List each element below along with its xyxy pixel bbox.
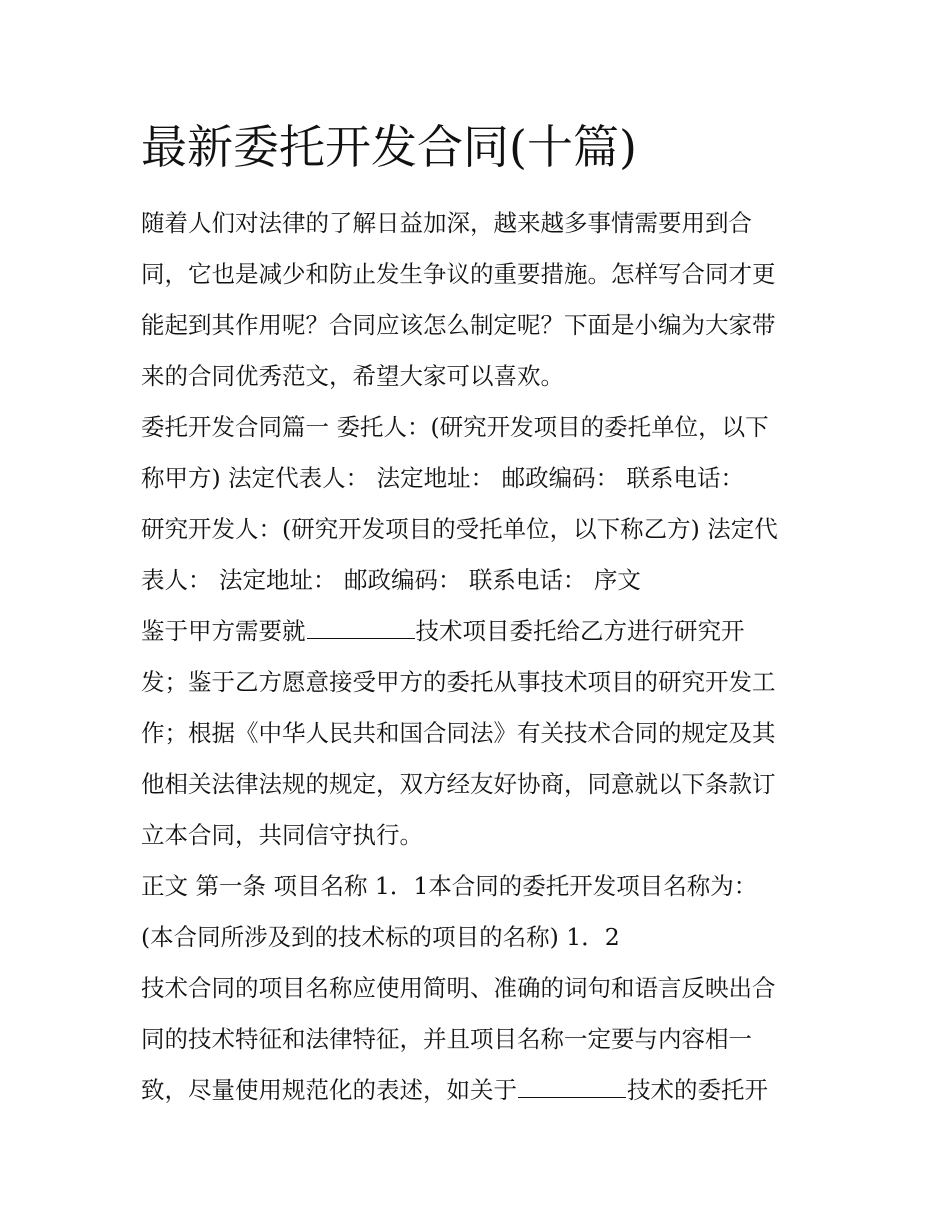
line-text: 技术项目委托给乙方进行研究开 bbox=[415, 617, 745, 645]
document-body bbox=[141, 198, 831, 1116]
paragraph-line bbox=[141, 606, 831, 657]
paragraph-line: 研究开发人：(研究开发项目的受托单位，以下称乙方) 法定代 bbox=[141, 515, 778, 543]
paragraph-line: 作；根据《中华人民共和国合同法》有关技术合同的规定及其 bbox=[141, 719, 776, 747]
line-text: 致，尽量使用规范化的表述，如关于 bbox=[141, 1076, 517, 1104]
document-title: 最新委托开发合同(十篇) bbox=[141, 120, 637, 174]
paragraph-line: 技术合同的项目名称应使用简明、准确的词句和语言反映出合 bbox=[141, 974, 776, 1002]
paragraph-line: 委托开发合同篇一 委托人：(研究开发项目的委托单位，以下 bbox=[141, 413, 769, 441]
paragraph-line: 能起到其作用呢？合同应该怎么制定呢？下面是小编为大家带 bbox=[141, 311, 776, 339]
paragraph-line: 立本合同，共同信守执行。 bbox=[141, 821, 423, 849]
paragraph-line: 来的合同优秀范文，希望大家可以喜欢。 bbox=[141, 362, 564, 390]
paragraph-line: 称甲方) 法定代表人： 法定地址： 邮政编码： 联系电话： bbox=[141, 464, 745, 492]
fill-in-blank bbox=[518, 1073, 626, 1098]
paragraph-line: 发；鉴于乙方愿意接受甲方的委托从事技术项目的研究开发工 bbox=[141, 668, 776, 696]
paragraph-line: 他相关法律法规的规定，双方经友好协商，同意就以下条款订 bbox=[141, 770, 776, 798]
paragraph-line: 随着人们对法律的了解日益加深，越来越多事情需要用到合 bbox=[141, 209, 752, 237]
paragraph-line: 同，它也是减少和防止发生争议的重要措施。怎样写合同才更 bbox=[141, 260, 776, 288]
paragraph-line: 同的技术特征和法律特征，并且项目名称一定要与内容相一 bbox=[141, 1025, 752, 1053]
paragraph-line bbox=[141, 1065, 831, 1116]
paragraph-line: 表人： 法定地址： 邮政编码： 联系电话： 序文 bbox=[141, 566, 641, 594]
paragraph-line: 正文 第一条 项目名称 1．1本合同的委托开发项目名称为： bbox=[141, 872, 758, 900]
line-text: 鉴于甲方需要就 bbox=[141, 617, 306, 645]
line-text: 技术的委托开 bbox=[627, 1076, 768, 1104]
fill-in-blank bbox=[307, 614, 415, 639]
paragraph-line: (本合同所涉及到的技术标的项目的名称) 1．2 bbox=[141, 923, 620, 951]
